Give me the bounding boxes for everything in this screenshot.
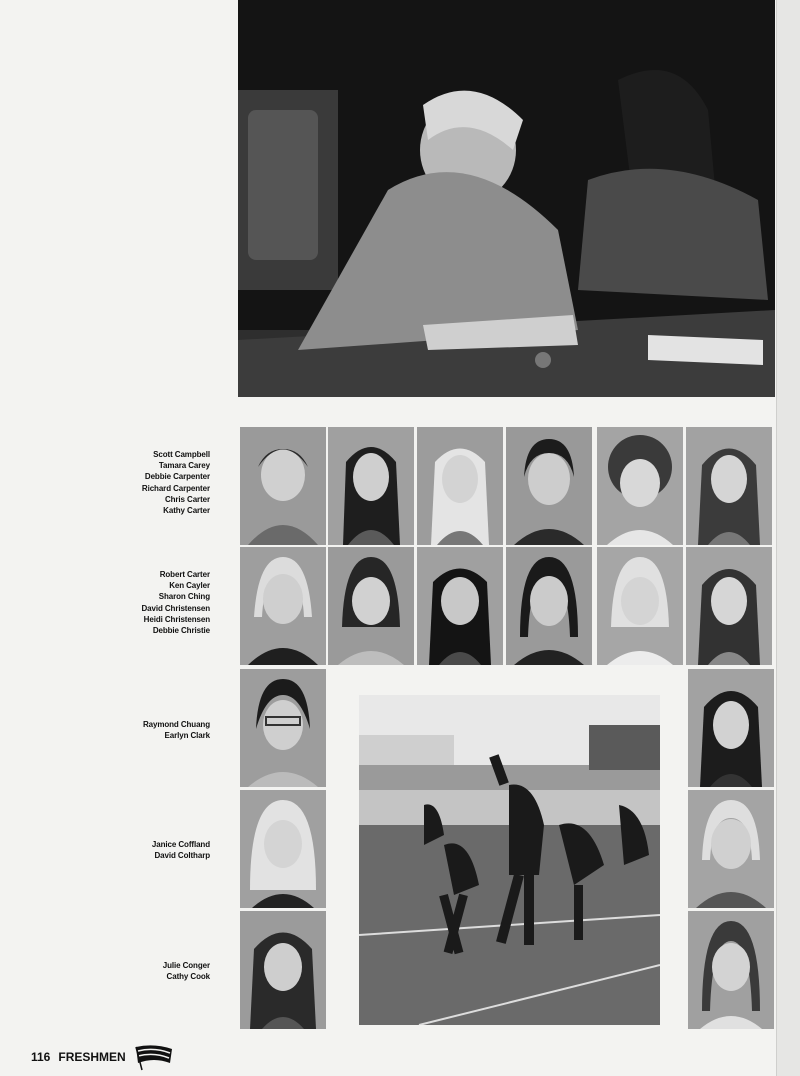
portrait [597,427,683,545]
name-label: Janice Coffland [151,840,210,849]
name-label: Cathy Cook [166,972,210,982]
name-label: Debbie Christie [152,626,210,636]
portrait [328,427,414,545]
portrait [686,547,772,665]
portrait [328,547,414,665]
name-label: Robert Carter [159,570,210,579]
portrait [240,790,326,908]
name-label: Tamara Carey [158,461,210,471]
portrait [240,669,326,787]
portrait [688,911,774,1029]
page-footer [31,1043,174,1071]
name-label: David Christensen [141,603,210,613]
portrait [240,427,326,545]
name-list-row-4 [152,839,210,861]
top-candid-photo [238,0,775,397]
portrait [417,547,503,665]
page-edge [776,0,800,1076]
name-label: Heidi Christensen [143,614,210,624]
name-label: Raymond Chuang [142,720,210,729]
name-label: Sharon Ching [158,592,210,602]
portrait [417,427,503,545]
name-label: Earlyn Clark [164,731,210,741]
name-label: Kathy Carter [163,506,210,516]
name-label: Julie Conger [162,961,210,970]
portrait [688,790,774,908]
name-list-row-2 [141,569,210,636]
portrait [506,547,592,665]
portrait [240,911,326,1029]
name-label: Chris Carter [164,494,210,504]
name-label: Richard Carpenter [141,483,210,493]
flag-icon [134,1043,174,1071]
page-number: 116 [31,1050,51,1064]
portrait [688,669,774,787]
portrait [686,427,772,545]
portrait [597,547,683,665]
name-label: Ken Cayler [169,581,210,591]
name-list-row-3 [143,719,210,741]
name-list-row-1 [142,449,210,516]
name-label: Debbie Carpenter [144,472,210,482]
sports-action-photo [359,695,660,1025]
portrait [240,547,326,665]
portrait [506,427,592,545]
name-list-row-5 [163,960,210,982]
name-label: David Coltharp [154,851,210,861]
section-title: FRESHMEN [58,1050,126,1064]
name-label: Scott Campbell [153,450,210,459]
